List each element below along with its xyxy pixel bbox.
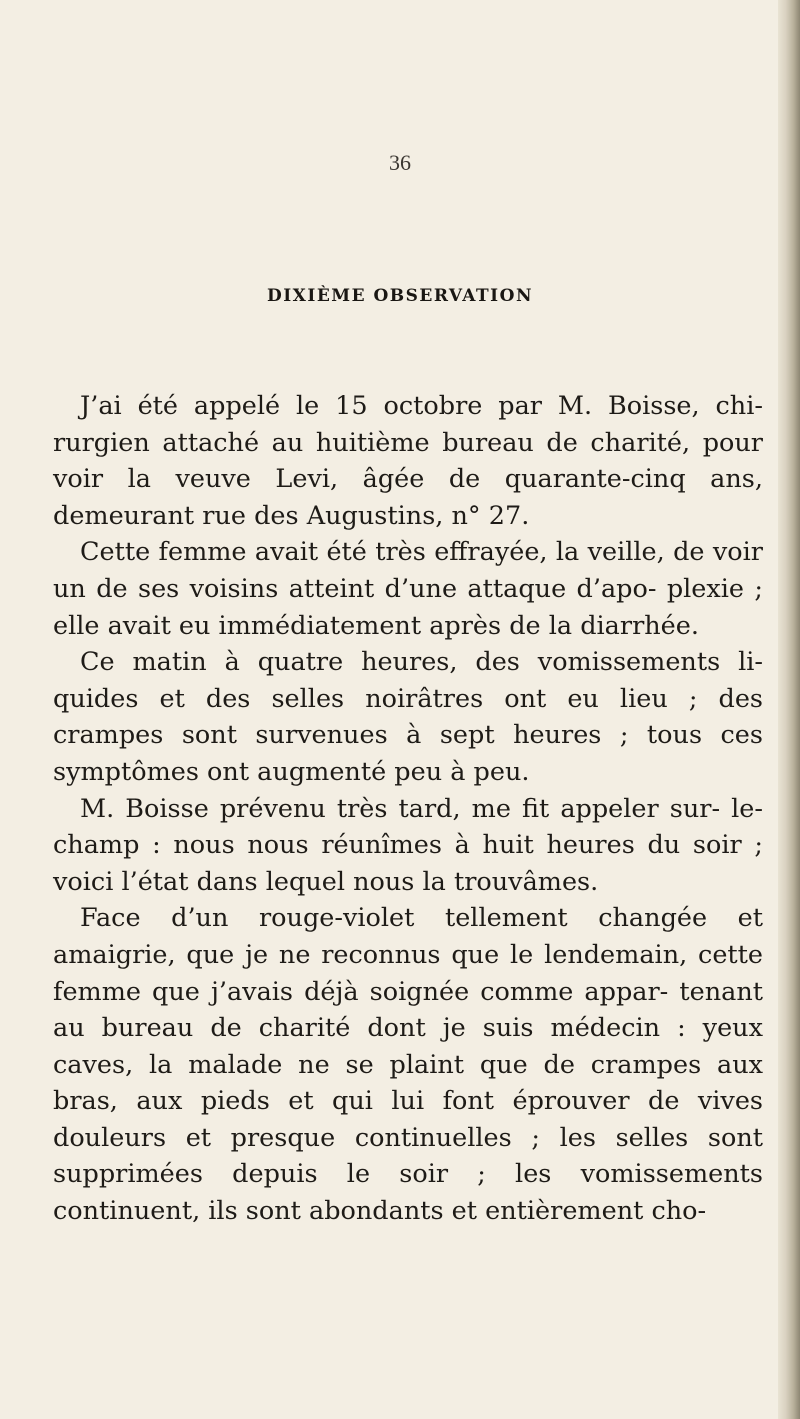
paragraph-5: Face d’un rouge-violet tellement changée et amaigrie, que je ne reconnus que le lendemain, cette femme que j’avais déjà soignée comme appar- tenant au bureau de charité dont je suis médecin : yeux caves, la malade ne se plaint que de crampes aux bras, aux pieds et qui lui font éprouver de vives douleurs et presque continuelles ; les selles sont supprimées depuis le soir ; les vomissements continuent, ils sont abondants et entièrement cho- <box>53 903 763 1227</box>
section-heading: DIXIÈME OBSERVATION <box>266 286 533 306</box>
paragraph-2: Cette femme avait été très effrayée, la veille, de voir un de ses voisins atteint d’une attaque d’apo- plexie ; elle avait eu immédiatement après de la diarrhée. <box>53 537 763 641</box>
paragraph-4: M. Boisse prévenu très tard, me fit appeler sur- le-champ : nous nous réunîmes à huit heures du soir ; voici l’état dans lequel nous la trouvâmes. <box>53 793 763 897</box>
page-number: 36 <box>389 150 411 175</box>
body-text <box>53 388 763 1230</box>
paragraph-3: Ce matin à quatre heures, des vomissements li- quides et des selles noirâtres ont eu lieu ; des crampes sont survenues à sept heures ; tous ces symptômes ont augmenté peu à peu. <box>53 647 763 787</box>
page-edge-shadow <box>778 0 800 1419</box>
paragraph-1: J’ai été appelé le 15 octobre par M. Boisse, chi- rurgien attaché au huitième bureau de charité, pour voir la veuve Levi, âgée de quarante-cinq ans, demeurant rue des Augustins, n° 27. <box>53 391 763 531</box>
